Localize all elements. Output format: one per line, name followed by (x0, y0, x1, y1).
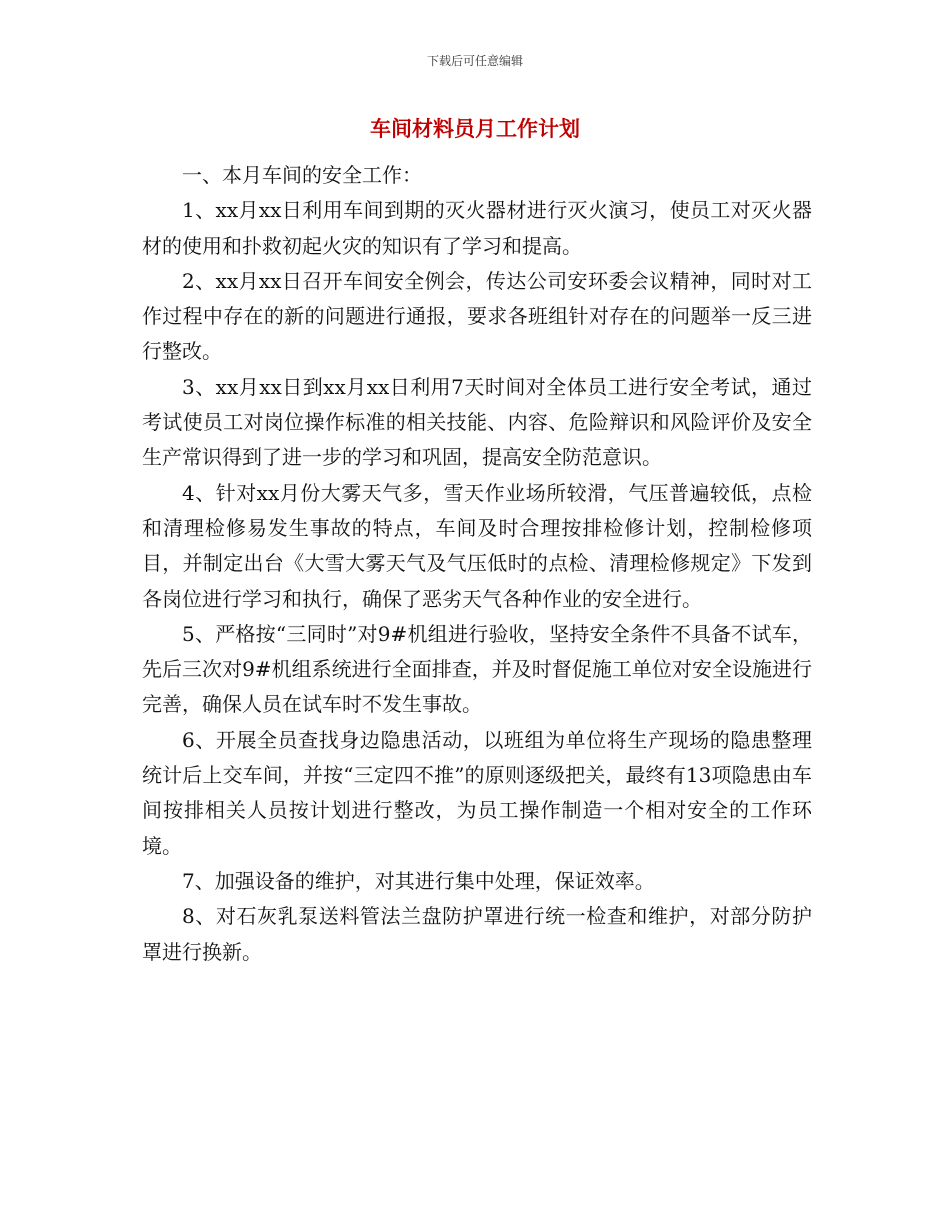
paragraph-item-6: 6、开展全员查找身边隐患活动，以班组为单位将生产现场的隐患整理统计后上交车间，并按“三定四不推”的原则逐级把关，最终有13项隐患由车间按排相关人员按计划进行整改，为员工操作制造一个相对安全的工作环境。 (142, 727, 812, 858)
section-heading-safety: 一、本月车间的安全工作： (182, 163, 422, 187)
paragraph-item-5: 5、严格按“三同时”对9#机组进行验收，坚持安全条件不具备不试车，先后三次对9#机组系统进行全面排查，并及时督促施工单位对安全设施进行完善，确保人员在试车时不发生事故。 (142, 621, 812, 717)
paragraph-item-4: 4、针对xx月份大雾天气多，雪天作业场所较滑，气压普遍较低，点检和清理检修易发生事故的特点，车间及时合理按排检修计划，控制检修项目，并制定出台《大雪大雾天气及气压低时的点检、清理检修规定》下发到各岗位进行学习和执行，确保了恶劣天气各种作业的安全进行。 (142, 480, 812, 611)
paragraph-item-3: 3、xx月xx日到xx月xx日利用7天时间对全体员工进行安全考试，通过考试使员工对岗位操作标准的相关技能、内容、危险辩识和风险评价及安全生产常识得到了进一步的学习和巩固，提高安全防范意识。 (142, 374, 812, 470)
document-title: 车间材料员月工作计划 (370, 116, 580, 141)
paragraph-item-1: 1、xx月xx日利用车间到期的灭火器材进行灭火演习，使员工对灭火器材的使用和扑救初起火灾的知识有了学习和提高。 (142, 198, 812, 258)
page-header: 下载后可任意编辑 (426, 54, 523, 68)
document-body (142, 158, 812, 970)
paragraph-item-2: 2、xx月xx日召开车间安全例会，传达公司安环委会议精神，同时对工作过程中存在的新的问题进行通报，要求各班组针对存在的问题举一反三进行整改。 (142, 268, 812, 364)
paragraph-item-8: 8、对石灰乳泵送料管法兰盘防护罩进行统一检查和维护，对部分防护罩进行换新。 (142, 904, 812, 964)
paragraph-item-7: 7、加强设备的维护，对其进行集中处理，保证效率。 (182, 868, 655, 893)
